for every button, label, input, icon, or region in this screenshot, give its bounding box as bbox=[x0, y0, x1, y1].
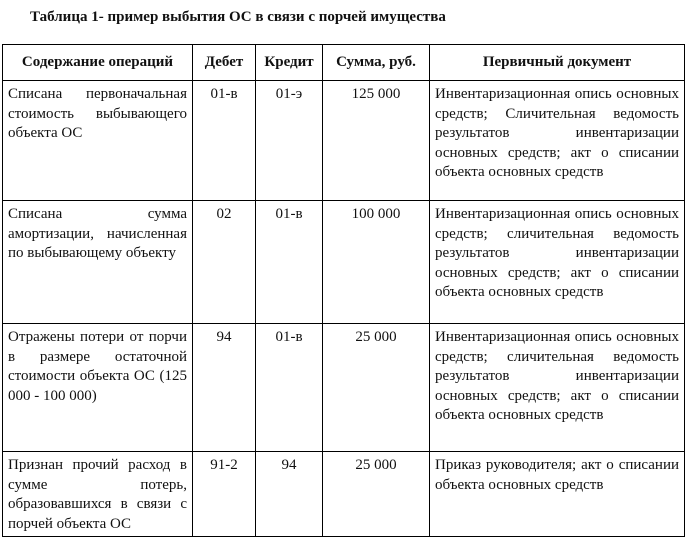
credit-cell: 94 bbox=[256, 452, 323, 537]
credit-cell: 01-в bbox=[256, 201, 323, 324]
header-debit: Дебет bbox=[193, 45, 256, 81]
amount-cell: 125 000 bbox=[323, 81, 430, 201]
document-cell: Инвентаризационная опись основных средств; Сличительная ведомость результатов инвентаризации основных средств; акт о списании объекта основных средств bbox=[430, 81, 685, 201]
amount-cell: 25 000 bbox=[323, 324, 430, 452]
table-row bbox=[3, 324, 685, 452]
debit-cell: 01-в bbox=[193, 81, 256, 201]
amount-cell: 25 000 bbox=[323, 452, 430, 537]
debit-cell: 91-2 bbox=[193, 452, 256, 537]
header-operations: Содержание операций bbox=[3, 45, 193, 81]
document-cell: Приказ руководителя; акт о списании объекта основных средств bbox=[430, 452, 685, 537]
credit-cell: 01-в bbox=[256, 324, 323, 452]
document-cell: Инвентаризационная опись основных средств; сличительная ведомость результатов инвентаризации основных средств; акт о списании объекта основных средств bbox=[430, 324, 685, 452]
document-cell: Инвентаризационная опись основных средств; сличительная ведомость результатов инвентаризации основных средств; акт о списании объекта основных средств bbox=[430, 201, 685, 324]
header-credit: Кредит bbox=[256, 45, 323, 81]
header-amount: Сумма, руб. bbox=[323, 45, 430, 81]
debit-cell: 02 bbox=[193, 201, 256, 324]
amount-cell: 100 000 bbox=[323, 201, 430, 324]
operation-cell: Отражены потери от порчи в размере остаточной стоимости объекта ОС (125 000 - 100 000) bbox=[3, 324, 193, 452]
table-row bbox=[3, 81, 685, 201]
debit-cell: 94 bbox=[193, 324, 256, 452]
table-row bbox=[3, 201, 685, 324]
table-row bbox=[3, 452, 685, 537]
operations-table bbox=[2, 44, 685, 537]
operation-cell: Списана первоначальная стоимость выбывающего объекта ОС bbox=[3, 81, 193, 201]
operation-cell: Списана сумма амортизации, начисленная по выбывающему объекту bbox=[3, 201, 193, 324]
operation-cell: Признан прочий расход в сумме потерь, образовавшихся в связи с порчей объекта ОС bbox=[3, 452, 193, 537]
credit-cell: 01-э bbox=[256, 81, 323, 201]
table-header-row bbox=[3, 45, 685, 81]
header-document: Первичный документ bbox=[430, 45, 685, 81]
table-caption: Таблица 1- пример выбытия ОС в связи с порчей имущества bbox=[30, 9, 446, 25]
